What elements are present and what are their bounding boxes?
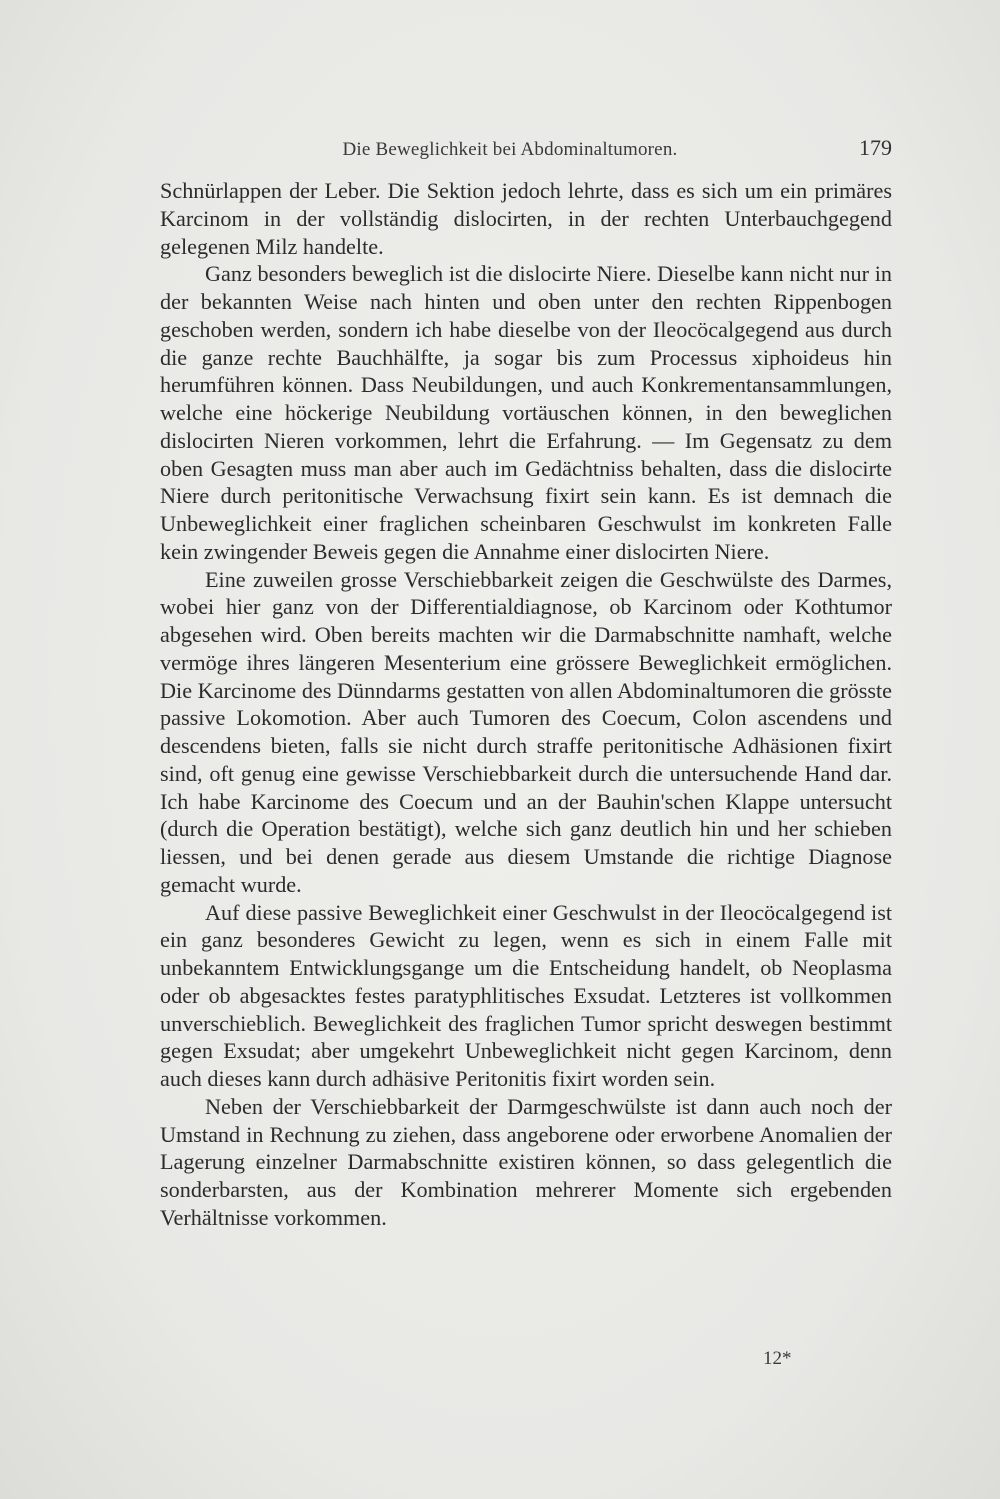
paragraph-continuation: Schnürlappen der Leber. Die Sektion jedoch lehrte, dass es sich um ein primäres Karcinom in der vollständig dislocirten, in der rechten Unterbauchgegend gelegenen Milz handelte. (160, 178, 892, 259)
paragraph-intestine-tumors: Eine zuweilen grosse Verschiebbarkeit zeigen die Geschwülste des Darmes, wobei hier ganz von der Differentialdiagnose, ob Karcinom oder Kothtumor abgesehen wird. Oben bereits machten wir die Darmabschnitte namhaft, welche vermöge ihres längeren Mesenterium eine grössere Beweglichkeit ermöglichen. Die Karcinome des Dünndarms gestatten von allen Abdominaltumoren die grösste passive Lokomotion. Aber auch Tumoren des Coecum, Colon ascendens und descendens bieten, falls sie nicht durch straffe peritonitische Adhäsionen fixirt sind, oft genug eine gewisse Verschiebbarkeit durch die untersuchende Hand dar. Ich habe Karcinome des Coecum und an der Bauhin'schen Klappe untersucht (durch die Operation bestätigt), welche sich ganz deutlich hin und her schieben liessen, und bei denen gerade aus diesem Umstande die richtige Diagnose gemacht wurde. (160, 566, 892, 897)
paragraph-ileocecal-mobility: Auf diese passive Beweglichkeit einer Geschwulst in der Ileocöcalgegend ist ein ganz besonderes Gewicht zu legen, wenn es sich in einem Falle mit unbekanntem Entwicklungsgange um die Entscheidung handelt, ob Neoplasma oder ob abgesacktes festes paratyphlitisches Exsudat. Letzteres ist vollkommen unverschieblich. Beweglichkeit des fraglichen Tumor spricht deswegen bestimmt gegen Exsudat; aber umgekehrt Unbeweglichkeit nicht gegen Karcinom, denn auch dieses kann durch adhäsive Peritonitis fixirt worden sein. (160, 899, 892, 1091)
running-head (160, 133, 892, 163)
signature-mark: 12* (763, 1348, 792, 1369)
running-title: Die Beweglichkeit bei Abdominaltumoren. (342, 139, 678, 160)
body-text (160, 177, 892, 1232)
paragraph-kidney: Ganz besonders beweglich ist die dislocirte Niere. Dieselbe kann nicht nur in der bekannten Weise nach hinten und oben unter den rechten Rippenbogen geschoben werden, sondern ich habe dieselbe von der Ileocöcalgegend aus durch die ganze rechte Bauchhälfte, ja sogar bis zum Processus xiphoideus hin herumführen können. Dass Neubildungen, und auch Konkrementansammlungen, welche eine höckerige Neubildung vortäuschen können, in den beweglichen dislocirten Nieren vorkommen, lehrt die Erfahrung. — Im Gegensatz zu dem oben Gesagten muss man aber auch im Gedächtniss behalten, dass die dislocirte Niere durch peritonitische Verwachsung fixirt sein kann. Es ist demnach die Unbeweglichkeit einer fraglichen scheinbaren Geschwulst im konkreten Falle kein zwingender Beweis gegen die Annahme einer dislocirten Niere. (160, 261, 892, 564)
paragraph-anomalies: Neben der Verschiebbarkeit der Darmgeschwülste ist dann auch noch der Umstand in Rechnung zu ziehen, dass angeborene oder erworbene Anomalien der Lagerung einzelner Darmabschnitte existiren können, so dass gelegentlich die sonderbarsten, aus der Kombination mehrerer Momente sich ergebenden Verhältnisse vorkommen. (160, 1093, 892, 1230)
page-number: 179 (859, 135, 892, 160)
